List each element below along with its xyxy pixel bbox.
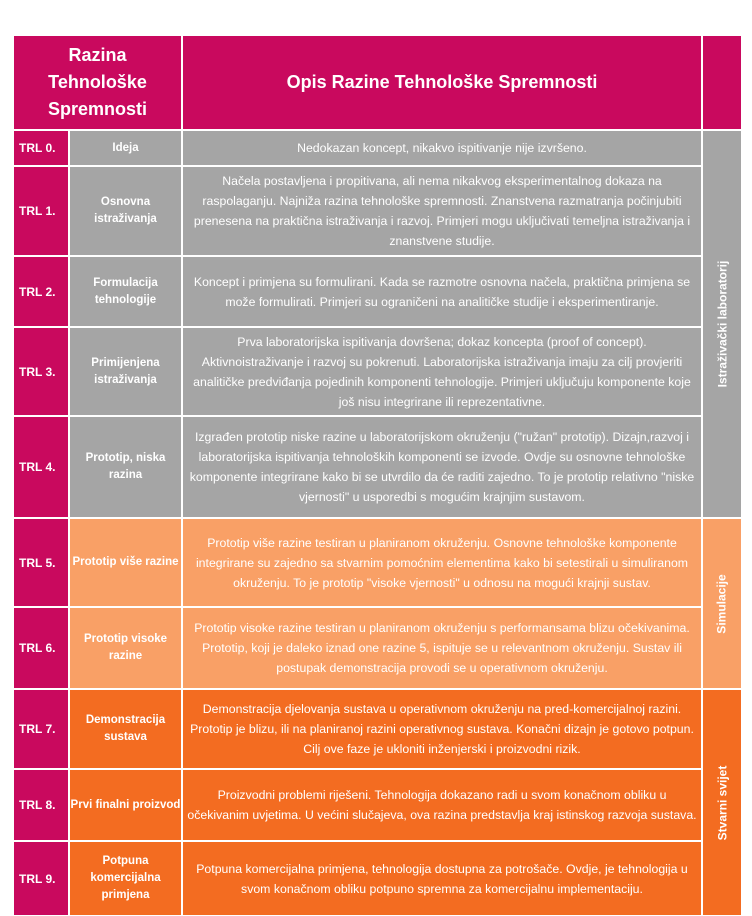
stage-stvarni-label: Stvarni svijet	[715, 765, 730, 840]
trl-name: Potpuna komercijalna primjena	[69, 841, 182, 916]
trl-description: Načela postavljena i propitivana, ali nema nikakvog eksperimentalnog dokaza na raspolaganju. Najniža razina tehnološke spremnosti. Znanstvena razmatranja počinjubiti prenesena na praktična istraživanja i razvoj. Primjeri mogu uključivati temeljna istraživanja i znanstvene studije.	[182, 166, 702, 256]
trl-description: Proizvodni problemi riješeni. Tehnologija dokazano radi u svom konačnom obliku u očekivanim uvjetima. U većini slučajeva, ova razina predstavlja kraj istinskog razvoja sustava.	[182, 769, 702, 841]
header-level-title	[13, 35, 182, 130]
header-level-title-line-2: Tehnološke	[48, 72, 147, 92]
trl-name: Demonstracija sustava	[69, 689, 182, 769]
trl-name: Formulacija tehnologije	[69, 256, 182, 327]
trl-name: Primijenjena istraživanja	[69, 327, 182, 416]
stage-laboratorij-label: Istraživački laboratorij	[715, 260, 730, 388]
trl-description: Koncept i primjena su formulirani. Kada se razmotre osnovna načela, praktična primjena se može formulirati. Primjeri su ograničeni na analitičke studije i eksperimentiranje.	[182, 256, 702, 327]
stage-simulacija	[702, 518, 742, 689]
trl-description: Potpuna komercijalna primjena, tehnologija dostupna za potrošače. Ovdje, je tehnologija u svom konačnom obliku potpuno spremna za komercijalnu implementaciju.	[182, 841, 702, 916]
trl-label: TRL 2.	[13, 256, 69, 327]
trl-table	[13, 35, 742, 916]
trl-label: TRL 9.	[13, 841, 69, 916]
stage-simulacija-label: Simulacije	[715, 573, 729, 634]
trl-description: Demonstracija djelovanja sustava u operativnom okruženju na pred-komercijalnoj razini. Prototip je blizu, ili na planiranoj razini operativnog sustava. Konačni dizajn je gotovo potpun. Cilj ove faze je ukloniti inženjerski i proizvodni rizik.	[182, 689, 702, 769]
trl-label: TRL 7.	[13, 689, 69, 769]
header-stage-blank	[702, 35, 742, 130]
trl-name: Prvi finalni proizvod	[69, 769, 182, 841]
trl-name: Prototip visoke razine	[69, 607, 182, 689]
stage-stvarni	[702, 689, 742, 916]
header-level-title-line-1: Razina	[68, 45, 127, 65]
trl-name: Prototip, niska razina	[69, 416, 182, 518]
trl-name: Prototip više razine	[69, 518, 182, 607]
trl-label: TRL 5.	[13, 518, 69, 607]
trl-label: TRL 3.	[13, 327, 69, 416]
header-description-title: Opis Razine Tehnološke Spremnosti	[182, 35, 702, 130]
trl-label: TRL 0.	[13, 130, 69, 166]
trl-description: Nedokazan koncept, nikakvo ispitivanje nije izvršeno.	[182, 130, 702, 166]
trl-label: TRL 8.	[13, 769, 69, 841]
trl-description: Prototip visoke razine testiran u planiranom okruženju s performansama blizu očekivanima. Prototip, koji je daleko iznad one razine 5, ispituje se u relevantnom okruženju. Sustav ili postupak demonstracija provodi se u operativnom okruženju.	[182, 607, 702, 689]
header-level-title-line-3: Spremnosti	[47, 99, 148, 119]
trl-label: TRL 4.	[13, 416, 69, 518]
trl-description: Prva laboratorijska ispitivanja dovršena; dokaz koncepta (proof of concept). Aktivnoistraživanje i razvoj su pokrenuti. Laboratorijska istraživanja imaju za cilj provjeriti analitičke predviđanja pojedinih komponenti tehnologije. Primjeri uključuju komponente koje još nisu integrirane ili reprezentativne.	[182, 327, 702, 416]
trl-name: Ideja	[69, 130, 182, 166]
trl-label: TRL 6.	[13, 607, 69, 689]
trl-name: Osnovna istraživanja	[69, 166, 182, 256]
trl-description: Izgrađen prototip niske razine u laboratorijskom okruženju ("ružan" prototip). Dizajn,razvoj i laboratorijska ispitivanja tehnoloških komponenti se izvode. Ovdje su osnovne tehnološke komponente integrirane kako bi se utvrdilo da će raditi zajedno. To je prototip relativno "niske vjernosti" u usporedbi s mogućim krajnjim sustavom.	[182, 416, 702, 518]
trl-description: Prototip više razine testiran u planiranom okruženju. Osnovne tehnološke komponente integrirane su zajedno sa stvarnim pomoćnim elementima kako bi setestirali u simuliranom okruženju. To je prototip "visoke vjernosti" u odnosu na mogući krajnji sustav.	[182, 518, 702, 607]
stage-laboratorij	[702, 130, 742, 518]
trl-label: TRL 1.	[13, 166, 69, 256]
